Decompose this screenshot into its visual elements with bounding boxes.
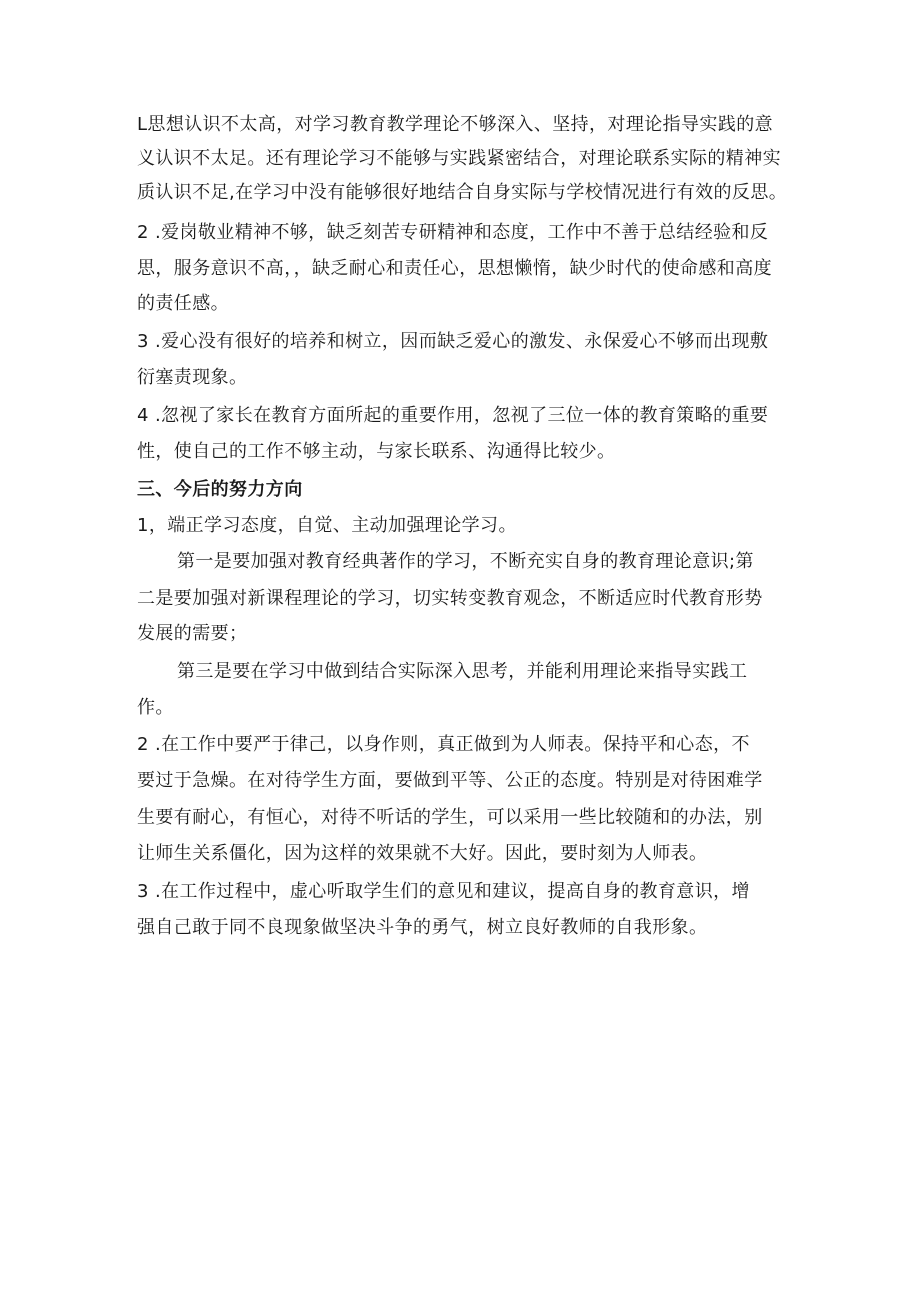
- text-line: L思想认识不太高，对学习教育教学理论不够深入、坚持，对理论指导实践的意: [137, 114, 774, 135]
- list-item-3: 3 .在工作过程中，虚心听取学生们的意见和建议，提高自身的教育意识，增: [137, 881, 750, 902]
- text-line: 强自己敢于同不良现象做坚决斗争的勇气，树立良好教师的自我形象。: [137, 917, 708, 938]
- list-item-3: 3 .爱心没有很好的培养和树立，因而缺乏爱心的激发、永保爱心不够而出现敷: [137, 331, 769, 352]
- text-line: 发展的需要；: [137, 623, 248, 644]
- list-item-2: 2 .在工作中要严于律己，以身作则，真正做到为人师表。保持平和心态，不: [137, 734, 750, 755]
- section-heading: 三、今后的努力方向: [137, 479, 303, 500]
- text-line: 性，使自己的工作不够主动，与家长联系、沟通得比较少。: [137, 441, 616, 462]
- text-line: 要过于急燥。在对待学生方面，要做到平等、公正的态度。特别是对待困难学: [137, 770, 763, 791]
- text-line: 质认识不足,在学习中没有能够很好地结合自身实际与学校情况进行有效的反思。: [137, 182, 788, 203]
- text-line: 生要有耐心，有恒心，对待不听话的学生，可以采用一些比较随和的办法，别: [137, 807, 763, 828]
- list-item-4: 4 .忽视了家长在教育方面所起的重要作用，忽视了三位一体的教育策略的重要: [137, 405, 769, 426]
- paragraph-line: 第一是要加强对教育经典著作的学习，不断充实自身的教育理论意识;第: [177, 551, 754, 572]
- text-line: 让师生关系僵化，因为这样的效果就不大好。因此，要时刻为人师表。: [137, 843, 708, 864]
- list-item-1: 1，端正学习态度，自觉、主动加强理论学习。: [137, 515, 517, 536]
- text-line: 衍塞责现象。: [137, 367, 248, 388]
- paragraph-line: 第三是要在学习中做到结合实际深入思考，并能利用理论来指导实践工: [177, 661, 748, 682]
- text-line: 作。: [137, 697, 174, 718]
- text-line: 二是要加强对新课程理论的学习，切实转变教育观念，不断适应时代教育形势: [137, 588, 763, 609]
- text-line: 的责任感。: [137, 293, 229, 314]
- text-line: 思，服务意识不高，，缺乏耐心和责任心，思想懒惰，缺少时代的使命感和高度: [137, 258, 772, 279]
- text-line: 义认识不太足。还有理论学习不能够与实践紧密结合，对理论联系实际的精神实: [137, 148, 781, 169]
- list-item-2: 2 .爱岗敬业精神不够，缺乏刻苦专研精神和态度，工作中不善于总结经验和反: [137, 222, 769, 243]
